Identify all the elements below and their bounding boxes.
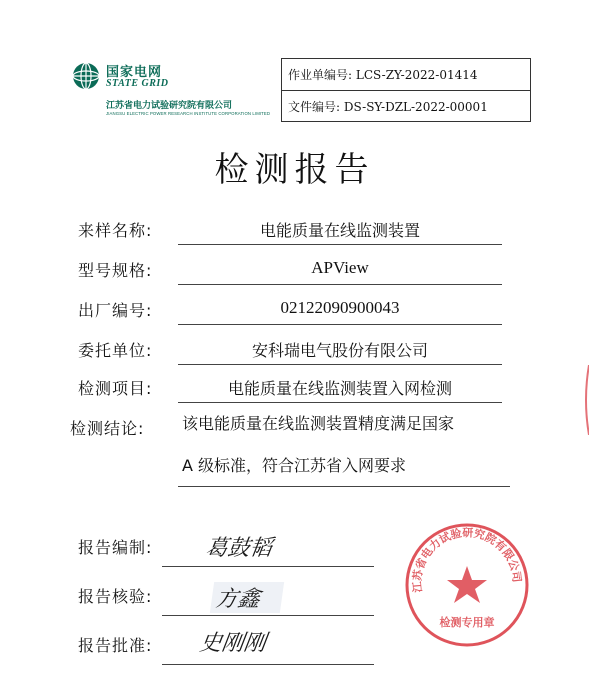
inspection-seal-stamp: [402, 520, 532, 650]
brand-name-en: STATE GRID: [106, 78, 169, 89]
prepared-by-signature: 葛鼓韬: [203, 536, 274, 561]
conclusion-underline: [178, 486, 510, 487]
serial-value: 02122090900043: [280, 298, 400, 317]
sample-name-underline: [178, 244, 502, 245]
model-value: APView: [311, 258, 369, 277]
test-item-label: 检测项目:: [78, 379, 153, 398]
report-title: 检测报告: [214, 150, 375, 190]
svg-text:江苏省电力试验研究院有限公司: 江苏省电力试验研究院有限公司: [410, 526, 524, 594]
test-item-value: 电能质量在线监测装置入网检测: [227, 379, 452, 398]
conclusion-label: 检测结论:: [70, 419, 145, 438]
work-order-number: 作业单编号: LCS-ZY-2022-01414: [282, 59, 530, 91]
serial-label: 出厂编号:: [78, 301, 153, 320]
model-label: 型号规格:: [78, 261, 153, 280]
state-grid-logo-icon: [72, 62, 100, 90]
institute-name-cn: 江苏省电力试验研究院有限公司: [106, 101, 233, 111]
conclusion-line-2: A 级标准，符合江苏省入网要求: [182, 456, 407, 475]
serial-underline: [178, 324, 502, 325]
edge-seal-fragment-icon: [583, 365, 589, 435]
document-number: 文件编号: DS-SY-DZL-2022-00001: [288, 100, 488, 114]
conclusion-line-1: 该电能质量在线监测装置精度满足国家: [182, 414, 455, 433]
checked-by-signature: 方鑫: [210, 582, 284, 613]
sample-name-label: 来样名称:: [78, 221, 153, 240]
prepared-by-label: 报告编制:: [78, 538, 153, 557]
document-number-box: [281, 58, 531, 122]
checked-by-label: 报告核验:: [78, 587, 153, 606]
client-underline: [178, 364, 502, 365]
approved-by-underline: [162, 664, 374, 665]
checked-by-underline: [162, 615, 374, 616]
prepared-by-underline: [162, 566, 374, 567]
institute-name-en: JIANGSU ELECTRIC POWER RESEARCH INSTITUTE CORPORATION LIMITED: [106, 111, 271, 116]
client-label: 委托单位:: [78, 341, 153, 360]
model-underline: [178, 284, 502, 285]
approved-by-label: 报告批准:: [78, 636, 153, 655]
svg-text:检测专用章: 检测专用章: [439, 616, 495, 629]
client-value: 安科瑞电气股份有限公司: [251, 341, 428, 360]
test-item-underline: [178, 402, 502, 403]
sample-name-value: 电能质量在线监测装置: [259, 221, 420, 240]
brand-name-cn: 国家电网: [106, 65, 163, 80]
approved-by-signature: 史刚刚: [197, 631, 268, 656]
